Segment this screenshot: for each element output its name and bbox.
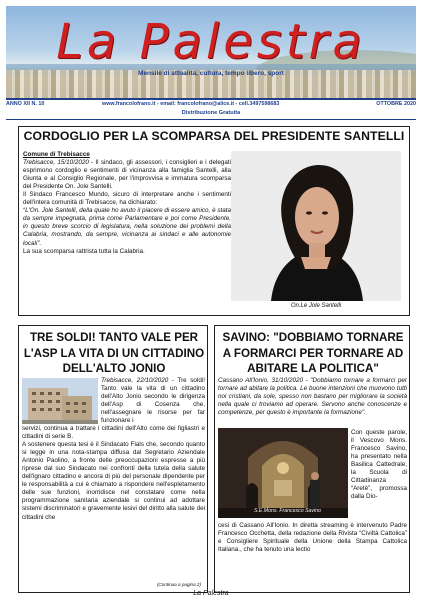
article-body-continued <box>22 425 205 522</box>
article-paragraph: - Tre soldi! Tanto vale la vita di un cittadino dell'Alto Jonio secondo le dirigenza dell'Asp di Cosenza che, nell'assegnare le risorse per far funzionare i <box>101 377 205 425</box>
article-paragraph: - Il sindaco, gli assessori, i consiglieri e i delegati esprimono cordoglio e sentimenti di vicinanza alla famiglia Santelli, alla Giunta e al Consiglio Regionale, per l'improvvisa e immatura scomparsa del Presidente On. Jole Santelli. <box>23 159 231 191</box>
masthead-title: La Palestra <box>56 14 366 70</box>
page-footer: La Palestra <box>193 590 229 597</box>
article-paragraph: - "Dobbiamo tornare a formarci per tornare ad abitare la politica. Le buone intenzioni che muovono tutti noi cristiani, da sole, spesso non bastano per migliorare la società nella quale ci troviamo ad operare. Servono anche conoscenze e competenze, per questo è importante la formazione". <box>218 377 407 417</box>
article-savino <box>214 325 410 593</box>
article-quote: “L'On. Jole Santelli, della quale ho avuto il piacere di essere amico, è stata da sempre impegnata, prima come Parlamentare e poi come Presidente, in questo breve scorcio di legislatura, nella soluzione dei problemi della Calabria, mostrando, da sempre, vicinanza ai sindaci e alle autonomie locali”. <box>23 207 231 247</box>
article-headline: SAVINO: "DOBBIAMO TORNARE A FORMARCI PER TORNARE AD ABITARE LA POLITICA" <box>222 331 404 375</box>
distribution-note: Distribuzione Gratuita <box>181 110 241 116</box>
article-paragraph: Il Sindaco Francesco Mundo, sicuro di interpretare anche i sentimenti dell'intera comunità di Trebisacce, ha dichiarato: <box>23 191 231 207</box>
issue-date: OTTOBRE 2020 <box>376 101 416 107</box>
issue-number: ANNO XII N. 10 <box>6 101 45 107</box>
article-body <box>23 151 231 256</box>
contacts-line: www.francolofrano.it - email: francolofrano@alice.it - cell.3497598683 <box>102 101 280 107</box>
article-body: Con queste parole, il Vescovo Mons. Francesco Savino, ha presentato nella Basilica Cattedrale, la Scuola di Cittadinanza “Aretè”, promossa dalla Dio- <box>351 429 407 501</box>
article-paragraph: A sostenere questa tesi è il Sindacato Fials che, secondo quanto si legge in una nota-stampa diffusa dal Segretario Aziendale Antonio Paolino, a fronte delle preoccupazioni espresse a più riprese dal suo Sindacato nei confronti della tutela della salute dell'ignaro cittadino e ancora di più del personale dipendente per le responsabilità a cui è chiamato a rispondere nell'espletamento delle sue funzioni, inorridisce nel constatare come nella programmazione sanitaria aziendale si continui ad adottare sistemi discriminatori e gravemente lesivi del diritto alla salute dei cittadini che <box>22 441 205 521</box>
article-santelli <box>18 126 410 316</box>
article-dateline: Trebisacce, 15/10/2020 <box>23 159 89 167</box>
divider <box>6 119 416 120</box>
article-kicker: Comune di Trebisacce <box>23 151 90 158</box>
continued-note: (Continua a pagina 2) <box>156 582 201 587</box>
article-paragraph: La sua scomparsa rattrista tutta la Calabria. <box>23 247 145 255</box>
cathedral-photo <box>218 428 348 518</box>
article-body <box>101 377 205 425</box>
article-paragraph: servizi, continua a trattare i cittadini dell'Alto come dei figliastri e cittadini di serie B. <box>22 425 205 441</box>
article-lead <box>218 377 407 417</box>
portrait-photo <box>231 151 401 301</box>
article-asp <box>18 325 208 593</box>
article-body-continued: cesi di Cassano All'Ionio. In diretta streaming è intervenuto Padre Francesco Occhetta, della redazione della Rivista “Civiltà Cattolica” e Consigliere Spirituale della Unione della Stampa Cattolica Italiana., che ha tenuto una lectio <box>218 522 407 554</box>
article-headline: TRE SOLDI! TANTO VALE PER L'ASP LA VITA DI UN CITTADINO DELL'ALTO JONIO <box>23 331 205 375</box>
hospital-photo <box>22 378 98 424</box>
article-dateline: Cassano All'Ionio, 31/10/2020 <box>218 377 303 384</box>
article-dateline: Trebisacce, 22/10/2020 <box>101 377 169 384</box>
masthead-subtitle: Mensile di attualità, cultura, tempo libero, sport <box>138 70 284 77</box>
article-headline: CORDOGLIO PER LA SCOMPARSA DEL PRESIDENTE SANTELLI <box>23 129 405 143</box>
photo-caption: S.E.Mons. Francesco Savino <box>254 508 321 514</box>
masthead <box>6 6 416 100</box>
photo-caption: On.Le Jole Santelli <box>290 303 342 309</box>
